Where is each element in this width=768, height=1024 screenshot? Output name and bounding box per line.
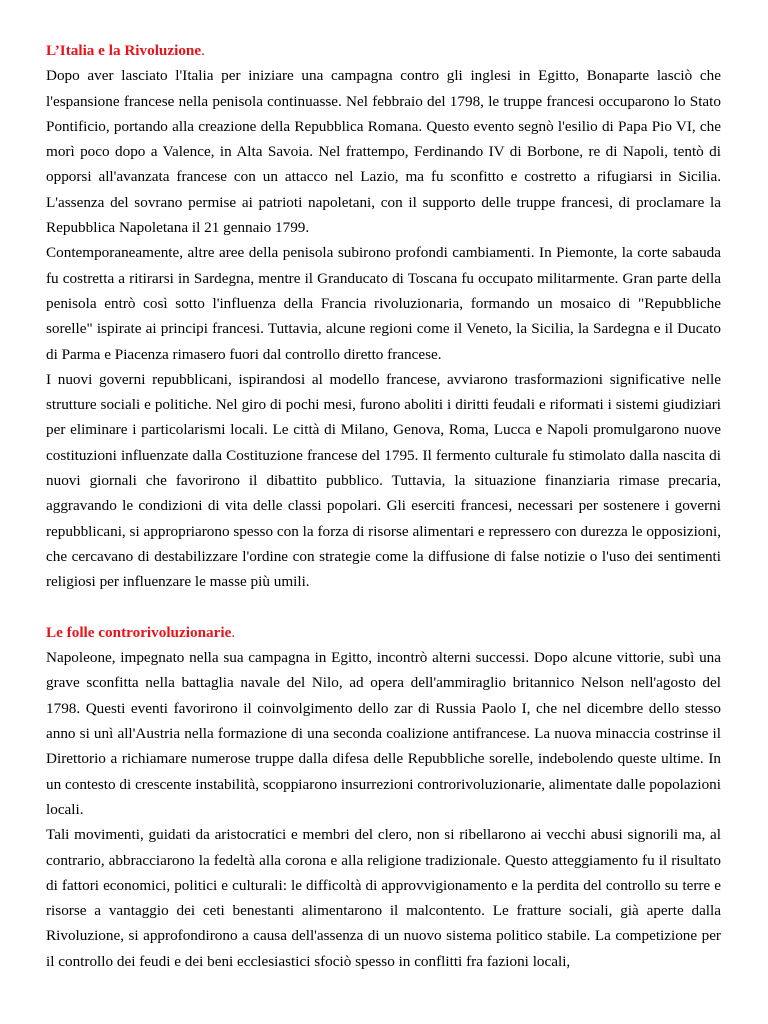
heading-suffix: . bbox=[201, 42, 205, 59]
section-heading-italia-rivoluzione bbox=[46, 38, 721, 63]
heading-suffix: . bbox=[231, 623, 236, 641]
paragraph: Tali movimenti, guidati da aristocratici e membri del clero, non si ribellarono ai vecchi abusi signorili ma, al contrario, abbracciarono la fedeltà alla corona e alla religione tradizionale. Questo atteggiamento fu il risultato di fattori economici, politici e culturali: le difficoltà di approvvigionamento e la perdita del controllo su terre e risorse a vantaggio dei ceti benestanti alimentarono il malcontento. Le fratture sociali, già aperte dalla Rivoluzione, si approfondirono a causa dell'assenza di un nuovo sistema politico stabile. La competizione per il controllo dei feudi e dei beni ecclesiastici sfociò spesso in conflitti fra fazioni locali, bbox=[46, 826, 721, 970]
section-spacer bbox=[46, 595, 721, 620]
heading-title: Le folle controrivoluzionarie bbox=[46, 623, 232, 641]
paragraph: Contemporaneamente, altre aree della penisola subirono profondi cambiamenti. In Piemonte, la corte sabauda fu costretta a ritirarsi in Sardegna, mentre il Granducato di Toscana fu occupato militarmente. Gran parte della penisola entrò così sotto l'influenza della Francia rivoluzionaria, formando un mosaico di "Repubbliche sorelle" ispirate ai principi francesi. Tuttavia, alcune regioni come il Veneto, la Sicilia, la Sardegna e il Ducato di Parma e Piacenza rimasero fuori dal controllo diretto francese. bbox=[46, 244, 721, 363]
paragraph: Napoleone, impegnato nella sua campagna in Egitto, incontrò alterni successi. Dopo alcune vittorie, subì una grave sconfitta nella battaglia navale del Nilo, ad opera dell'ammiraglio britannico Nelson nell'agosto del 1798. Questi eventi favorirono il coinvolgimento dello zar di Russia Paolo I, che nel dicembre dello stesso anno si unì all'Austria nella formazione di una seconda coalizione antifrancese. La nuova minaccia costrinse il Direttorio a richiamare numerose truppe dalla difesa delle Repubbliche sorelle, indebolendo queste ultime. In un contesto di crescente instabilità, scoppiarono insurrezioni controrivoluzionarie, alimentate dalle popolazioni locali. bbox=[46, 649, 721, 818]
document-page bbox=[46, 38, 721, 974]
paragraph: Dopo aver lasciato l'Italia per iniziare una campagna contro gli inglesi in Egitto, Bonaparte lasciò che l'espansione francese nella penisola continuasse. Nel febbraio del 1798, le truppe francesi occuparono lo Stato Pontificio, portando alla creazione della Repubblica Romana. Questo evento segnò l'esilio di Papa Pio VI, che morì poco dopo a Valence, in Alta Savoia. Nel frattempo, Ferdinando IV di Borbone, re di Napoli, tentò di opporsi all'avanzata francese con un attacco nel Lazio, ma fu sconfitto e costretto a rifugiarsi in Sicilia. L'assenza del sovrano permise ai patrioti napoletani, con il supporto delle truppe francesi, di proclamare la Repubblica Napoletana il 21 gennaio 1799. bbox=[46, 67, 721, 237]
heading-title: L’Italia e la Rivoluzione bbox=[46, 42, 202, 59]
paragraph: I nuovi governi repubblicani, ispirandosi al modello francese, avviarono trasformazioni significative nelle strutture sociali e politiche. Nel giro di pochi mesi, furono aboliti i diritti feudali e riformati i sistemi giudiziari per eliminare i particolarismi locali. Le città di Milano, Genova, Roma, Lucca e Napoli promulgarono nuove costituzioni influenzate dalla Costituzione francese del 1795. Il fermento culturale fu stimolato dalla nascita di nuovi giornali che favorirono il dibattito pubblico. Tuttavia, la situazione finanziaria rimase precaria, aggravando le condizioni di vita delle classi popolari. Gli eserciti francesi, necessari per sostenere i governi repubblicani, si appropriarono spesso con la forza di risorse alimentari e repressero con durezza le opposizioni, che cercavano di destabilizzare l'ordine con strategie come la diffusione di false notizie o l'uso dei sentimenti religiosi per influenzare le masse più umili. bbox=[46, 370, 721, 591]
section-heading-folle-controrivoluzionarie bbox=[46, 620, 721, 645]
